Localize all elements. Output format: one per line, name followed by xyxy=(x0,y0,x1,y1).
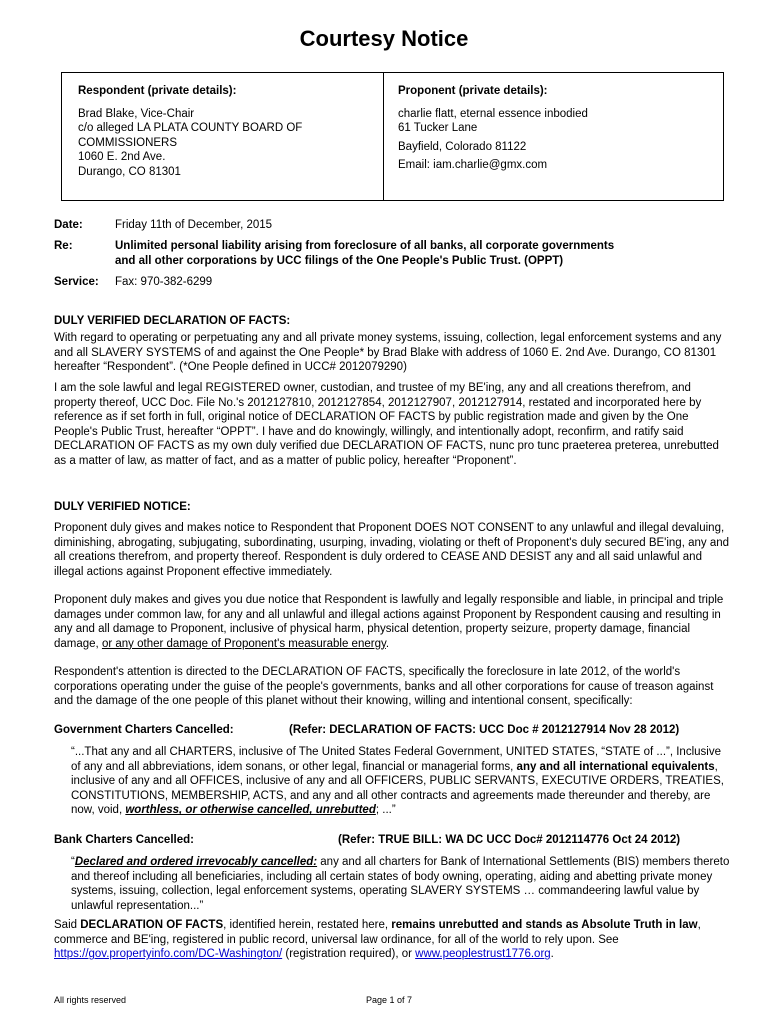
re-line-2: and all other corporations by UCC filings of the One People's Public Trust. (OPPT) xyxy=(115,254,564,267)
measurable-energy-text: or any other damage of Proponent's measurable energy xyxy=(101,637,386,650)
proponent-details xyxy=(384,73,723,200)
respondent-line: Brad Blake, Vice-Chair xyxy=(78,107,195,120)
declaration-heading: DULY VERIFIED DECLARATION OF FACTS: xyxy=(54,315,291,327)
government-charters-label: Government Charters Cancelled: xyxy=(54,724,234,736)
government-charters-quote: “...That any and all CHARTERS, inclusive of The United States Federal Government, UNITED STATES, “STATE of ...”, Inclusive of any and all abbreviations, idem sonans, or other legal, financial or managerial forms, any and all international equivalents, inclusive of any and all OFFICES, inclusive of any and all OFFICERS, PUBLIC SERVANTS, EXECUTIVE ORDERS, TREATIES, CONSTITUTIONS, MEMBERSHIP, ACTS, and any and all other contracts and agreements made thereunder and thereby, are now, void, worthless, or otherwise cancelled, unrebutted; ...” xyxy=(71,746,724,817)
declaration-paragraph-2: I am the sole lawful and legal REGISTERED owner, custodian, and trustee of my BE'ing, any and all creations therefrom, and property thereof, UCC Doc. File No.'s 2012127810, 2012127854, 2012127907, 2012127914, restated and incorporated here by reference as if set forth in full, original notice of DECLARATION OF FACTS by public registration made and given by the One People's Public Trust, hereafter “OPPT”. I have and do knowingly, willingly, and intentionally adopt, reconfirm, and ratify said DECLARATION OF FACTS as my own duly verified due DECLARATION OF FACTS, nunc pro tunc praeterea preterea, unrebutted as a matter of law, as matter of fact, and as a matter of public policy, hereafter “Proponent”. xyxy=(54,382,719,467)
declaration-paragraph-1: With regard to operating or perpetuating any and all private money systems, issuing, collection, legal enforcement systems and any and all SLAVERY SYSTEMS of and against the One People* by Brad Blake with address of 1060 E. 2nd Ave. Durango, CO 81301 hereafter “Respondent”. (*One People defined in UCC# 2012079290) xyxy=(54,332,722,374)
proponent-line: 61 Tucker Lane xyxy=(398,122,478,134)
proponent-email: Email: iam.charlie@gmx.com xyxy=(398,159,548,171)
closing-paragraph: Said DECLARATION OF FACTS, identified herein, restated here, remains unrebutted and stands as Absolute Truth in law, commerce and BE'ing, registered in public record, universal law ordinance, for all of the world to rely upon. See https://gov.propertyinfo.com/DC-Washington/ (registration required), or www.peoplestrust1776.org. xyxy=(54,919,701,961)
party-details-box xyxy=(61,72,724,201)
footer-page-number: Page 1 of 7 xyxy=(366,995,413,1005)
government-charters-reference: (Refer: DECLARATION OF FACTS: UCC Doc # 2012127914 Nov 28 2012) xyxy=(289,724,680,736)
government-charters-heading xyxy=(54,724,734,736)
respondent-heading: Respondent (private details): xyxy=(78,85,237,97)
notice-paragraph-2: Proponent duly makes and gives you due notice that Respondent is lawfully and legally responsible and liable, in principal and triple damages under common law, for any and all unlawful and illegal actions against Proponent by Respondent causing and resulting in any and all damage to Proponent, inclusive of physical harm, physical detention, property seizure, property damage, financial damage, or any other damage of Proponent's measurable energy. xyxy=(54,594,724,650)
respondent-line: 1060 E. 2nd Ave. xyxy=(78,151,166,163)
bank-charters-label: Bank Charters Cancelled: xyxy=(54,834,194,846)
bank-charters-reference: (Refer: TRUE BILL: WA DC UCC Doc# 2012114776 Oct 24 2012) xyxy=(338,834,681,846)
date-label: Date: xyxy=(54,219,83,231)
proponent-line: Bayfield, Colorado 81122 xyxy=(398,140,527,153)
respondent-details xyxy=(62,73,384,200)
notice-heading: DULY VERIFIED NOTICE: xyxy=(54,501,191,513)
re-label: Re: xyxy=(54,240,73,252)
service-label: Service: xyxy=(54,276,99,288)
footer-rights: All rights reserved xyxy=(54,995,127,1005)
notice-paragraph-1: Proponent duly gives and makes notice to Respondent that Proponent DOES NOT CONSENT to any unlawful and illegal devaluing, diminishing, abrogating, subjugating, subordinating, usurping, invading, violating or theft of Proponent's duly secured BE'ing, any and all creations therefrom, and property thereof. Respondent is duly ordered to CEASE AND DESIST any and all said unlawful and illegal actions against Proponent effective immediately. xyxy=(54,522,730,578)
service-value: Fax: 970-382-6299 xyxy=(115,276,213,288)
peoples-trust-link[interactable]: www.peoplestrust1776.org xyxy=(415,948,551,961)
respondent-line: COMMISSIONERS xyxy=(78,136,178,149)
date-value: Friday 11th of December, 2015 xyxy=(115,219,273,231)
notice-paragraph-3: Respondent's attention is directed to the DECLARATION OF FACTS, specifically the foreclosure in late 2012, of the world's corporations operating under the guise of the people's governments, banks and all other corporations for cause of treason against and the damage of the one people of this planet without their knowing, willing and intentional consent, specifically: xyxy=(54,666,714,708)
worthless-cancelled-text: worthless, or otherwise cancelled, unrebutted xyxy=(125,804,376,817)
re-line-1: Unlimited personal liability arising from foreclosure of all banks, all corporate governments xyxy=(115,240,615,252)
property-info-link[interactable]: https://gov.propertyinfo.com/DC-Washington/ xyxy=(54,948,283,961)
proponent-line: charlie flatt, eternal essence inbodied xyxy=(398,107,588,120)
respondent-line: Durango, CO 81301 xyxy=(78,165,181,178)
bank-charters-quote: “Declared and ordered irrevocably cancelled: any and all charters for Bank of International Settlements (BIS) members thereto and thereof including all beneficiaries, including all certain states of body owning, operating, aiding and abetting private money systems, issuing, collection, legal enforcement systems, operating SLAVERY SYSTEMS … commandeering lawful value by unlawful representation...” xyxy=(71,856,730,912)
proponent-heading: Proponent (private details): xyxy=(398,85,548,97)
irrevocably-cancelled-text: Declared and ordered irrevocably cancelled: xyxy=(74,856,318,868)
page-title: Courtesy Notice xyxy=(299,26,469,51)
respondent-line: c/o alleged LA PLATA COUNTY BOARD OF xyxy=(78,122,303,134)
bank-charters-heading xyxy=(54,834,734,846)
